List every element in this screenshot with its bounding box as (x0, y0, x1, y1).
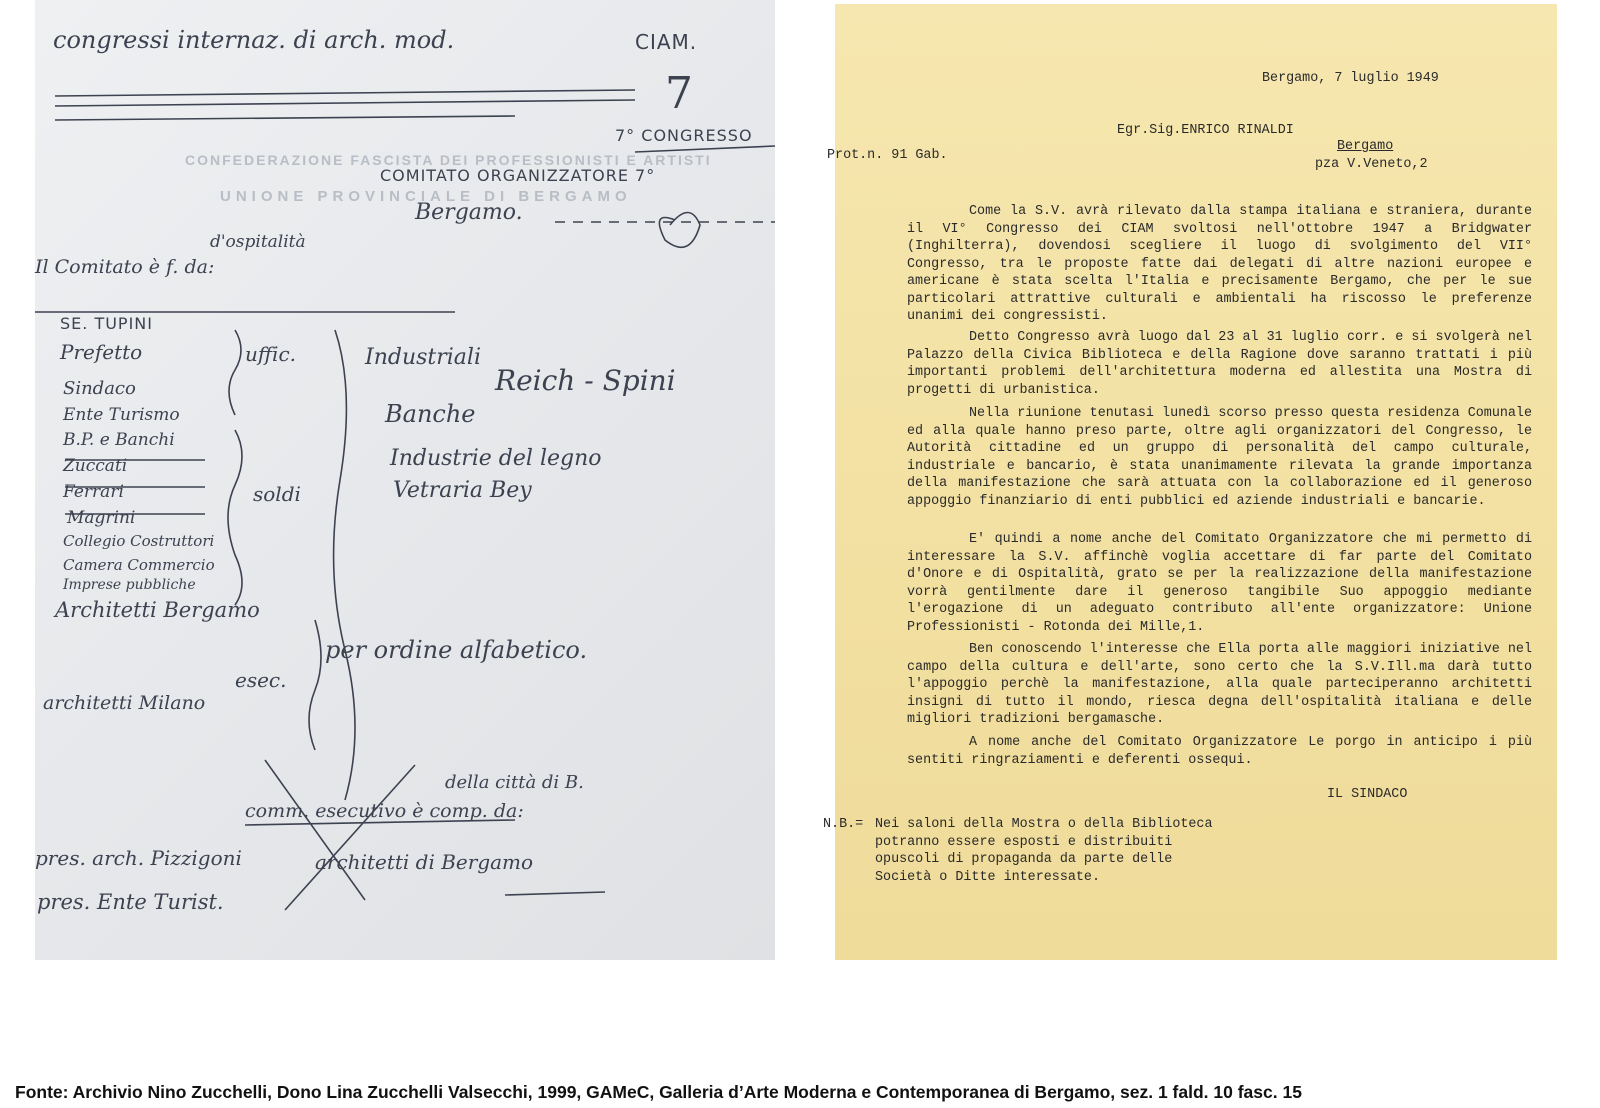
notes-header: congressi internaz. di arch. mod. (53, 26, 455, 54)
letter-paragraph-6: A nome anche del Comitato Organizzatore Le porgo in anticipo i più sentiti ringraziamenti e deferenti ossequi. (907, 735, 1532, 768)
notes-se-tupini: SE. TUPINI (60, 314, 153, 333)
letter-paragraph-1: Come la S.V. avrà rilevato dalla stampa italiana e straniera, durante il VI° Congresso dei CIAM svoltosi nell'ottobre 1947 a Bridgwater (Inghilterra), dovendosi scegliere il luogo di svolgimento del VII° Congresso, tra le proposte fatte dai delegati di altre nazioni europee e americane è stata scelta l'Italia e precisamente Bergamo, che per le sue particolari attrattive culturali e ambientali ha riscosso le preferenze unanimi dei congressisti. (907, 204, 1532, 324)
notes-ente-turismo: Ente Turismo (63, 405, 180, 425)
letter-protocol: Prot.n. 91 Gab. (827, 148, 948, 163)
notes-ciam: CIAM. (635, 30, 698, 54)
letter-nb-label: N.B.= (823, 817, 864, 832)
notes-prefetto: Prefetto (60, 340, 143, 364)
notes-della-citta: della città di B. (445, 772, 584, 793)
notes-architetti-milano: architetti Milano (43, 692, 206, 714)
notes-comitato-formato: Il Comitato è f. da: (35, 256, 215, 278)
notes-architetti-bergamo: Architetti Bergamo (55, 598, 260, 622)
notes-pres-ente: pres. Ente Turist. (37, 890, 224, 914)
letter-signature: IL SINDACO (1327, 787, 1408, 802)
notes-reich-spini: Reich - Spini (495, 364, 676, 397)
notes-industrie-legno: Industrie del legno (390, 446, 602, 471)
letter-paragraph-2: Detto Congresso avrà luogo dal 23 al 31 luglio corr. e si svolgerà nel Palazzo della Civica Biblioteca e della Ragione dove saranno trattati i più importanti problemi dell'architettura moderna ed allestita una Mostra di progetti di urbanistica. (907, 330, 1532, 398)
notes-banche: Banche (385, 400, 476, 428)
notes-seven: 7 (665, 68, 693, 119)
letter-paragraph-4: E' quindi a nome anche del Comitato Organizzatore che mi permetto di interessare la S.V. affinchè voglia accettare di far parte del Comitato d'Onore e di Ospitalità, grato se per la realizzazione della manifestazione vorrà gentilmente dare il generoso tangibile Suo appoggio mediante l'erogazione di un adeguato contributo all'ente organizzatore: Unione Professionisti - Rotonda dei Mille,1. (907, 532, 1532, 635)
handwritten-notes-sheet (35, 0, 775, 960)
notes-uffic: uffic. (245, 342, 297, 366)
notes-zuccati: Zuccati (63, 456, 128, 476)
notes-sindaco: Sindaco (63, 378, 136, 399)
letter-recipient-address: pza V.Veneto,2 (1315, 157, 1428, 172)
letterhead-ghost-line2: UNIONE PROVINCIALE DI BERGAMO (220, 188, 632, 205)
notes-vetraria: Vetraria Bey (393, 478, 532, 503)
letter-paragraph-5: Ben conoscendo l'interesse che Ella porta alle maggiori iniziative nel campo della cultura e dell'arte, sono certo che la S.V.Ill.ma darà tutto l'appoggio perchè la manifestazione, alla quale parteciperanno architetti insigni di tutto il mondo, riesca degna dell'ospitalità italiana e delle migliori tradizioni bergamasche. (907, 642, 1532, 727)
notes-architetti-di-bergamo: architetti di Bergamo (315, 850, 534, 874)
notes-ordine-alfabetico: per ordine alfabetico. (325, 636, 588, 664)
notes-bp-banchi: B.P. e Banchi (63, 430, 175, 450)
typewritten-letter (823, 4, 1557, 960)
letter-nb-text: Nei saloni della Mostra o della Biblioteca potranno essere esposti e distribuiti opuscoli di propaganda da parte delle Società o Ditte interessate. (875, 817, 1213, 885)
notes-magrini: Magrini (67, 508, 136, 528)
notes-bergamo: Bergamo. (415, 200, 523, 225)
notes-comm-esecutivo: comm. esecutivo è comp. da: (245, 800, 524, 822)
notes-ferrari: Ferrari (63, 482, 124, 502)
source-caption: Fonte: Archivio Nino Zucchelli, Dono Lina Zucchelli Valsecchi, 1999, GAMeC, Galleria d’Arte Moderna e Contemporanea di Bergamo, sez. 1 fald. 10 fasc. 15 (15, 1082, 1302, 1102)
notes-ospitalita: d'ospitalità (210, 232, 306, 252)
notes-esec: esec. (235, 668, 287, 692)
notes-pres-arch: pres. arch. Pizzigoni (35, 846, 242, 870)
notes-imprese: Imprese pubbliche (63, 577, 196, 593)
letter-recipient-name: Egr.Sig.ENRICO RINALDI (1117, 123, 1294, 138)
letter-recipient-city: Bergamo (1337, 139, 1394, 154)
notes-collegio: Collegio Costruttori (63, 532, 215, 550)
notes-camera: Camera Commercio (63, 556, 215, 574)
letter-date: Bergamo, 7 luglio 1949 (1262, 71, 1439, 86)
notes-soldi: soldi (253, 482, 301, 506)
notes-industriali: Industriali (365, 345, 481, 370)
letterhead-ghost-line1: CONFEDERAZIONE FASCISTA DEI PROFESSIONISTI E ARTISTI (185, 152, 712, 168)
letter-paragraph-3: Nella riunione tenutasi lunedì scorso presso questa residenza Comunale ed alla quale hanno preso parte, oltre agli organizzatori del Congresso, le Autorità cittadine ed un gruppo di personalità del campo culturale, industriale e bancario, è stata unanimamente rilevata la grande importanza della manifestazione che sarà attuata con la collaborazione ed il generoso appoggio finanziario di enti pubblici ed aziende industriali e bancarie. (907, 406, 1532, 509)
notes-comitato: COMITATO ORGANIZZATORE 7° (380, 166, 656, 185)
notes-congresso: 7° CONGRESSO (615, 126, 753, 145)
